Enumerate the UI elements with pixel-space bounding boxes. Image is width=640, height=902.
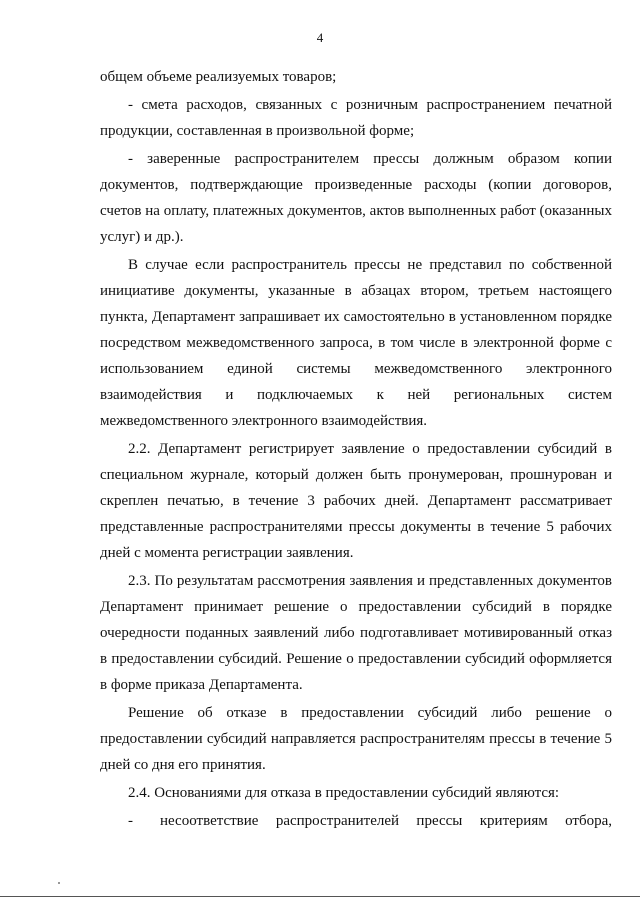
- list-dash: -: [128, 813, 133, 829]
- paragraph-2-2: 2.2. Департамент регистрирует заявление о предоставлении субсидий в специальном журнале, который должен быть пронумерован, прошнурован и скреплен печатью, в течение 3 рабочих дней. Департамент рассматривает представленные распространителями прессы документы в течение 5 рабочих дней с момента регистрации заявления.: [100, 441, 612, 561]
- scan-speck: [58, 882, 60, 884]
- bottom-edge-line: [0, 896, 640, 897]
- paragraph-interagency-request: В случае если распространитель прессы не представил по собственной инициативе документы, указанные в абзацах втором, третьем настоящего пункта, Департамент запрашивает их самостоятельно в установленном порядке посредством межведомственного запроса, в том числе в электронной форме с использованием единой системы межведомственного электронного взаимодействия и подключаемых к ней региональных систем межведомственного электронного взаимодействия.: [100, 257, 612, 429]
- paragraph-2-4: 2.4. Основаниями для отказа в предоставлении субсидий являются:: [128, 785, 560, 801]
- paragraph-estimate-item: - смета расходов, связанных с розничным распространением печатной продукции, составленная в произвольной форме;: [100, 97, 612, 139]
- list-item-text: несоответствие распространителей прессы критериям отбора,: [160, 813, 612, 829]
- paragraph-continuation: общем объеме реализуемых товаров;: [100, 69, 337, 85]
- paragraph-decision-notice: Решение об отказе в предоставлении субсидий либо решение о предоставлении субсидий направляется распространителям прессы в течение 5 дней со дня его принятия.: [100, 705, 612, 773]
- list-item-criteria-mismatch: [100, 808, 612, 834]
- document-body: [100, 64, 612, 834]
- paragraph-certified-copies-item: - заверенные распространителем прессы должным образом копии документов, подтверждающие произведенные расходы (копии договоров, счетов на оплату, платежных документов, актов выполненных работ (оказанных услуг) и др.).: [100, 151, 612, 245]
- page-number: 4: [316, 30, 324, 45]
- paragraph-2-3: 2.3. По результатам рассмотрения заявления и представленных документов Департамент принимает решение о предоставлении субсидий в порядке очередности поданных заявлений либо подготавливает мотивированный отказ в предоставлении субсидий. Решение о предоставлении субсидий оформляется в форме приказа Департамента.: [100, 573, 612, 693]
